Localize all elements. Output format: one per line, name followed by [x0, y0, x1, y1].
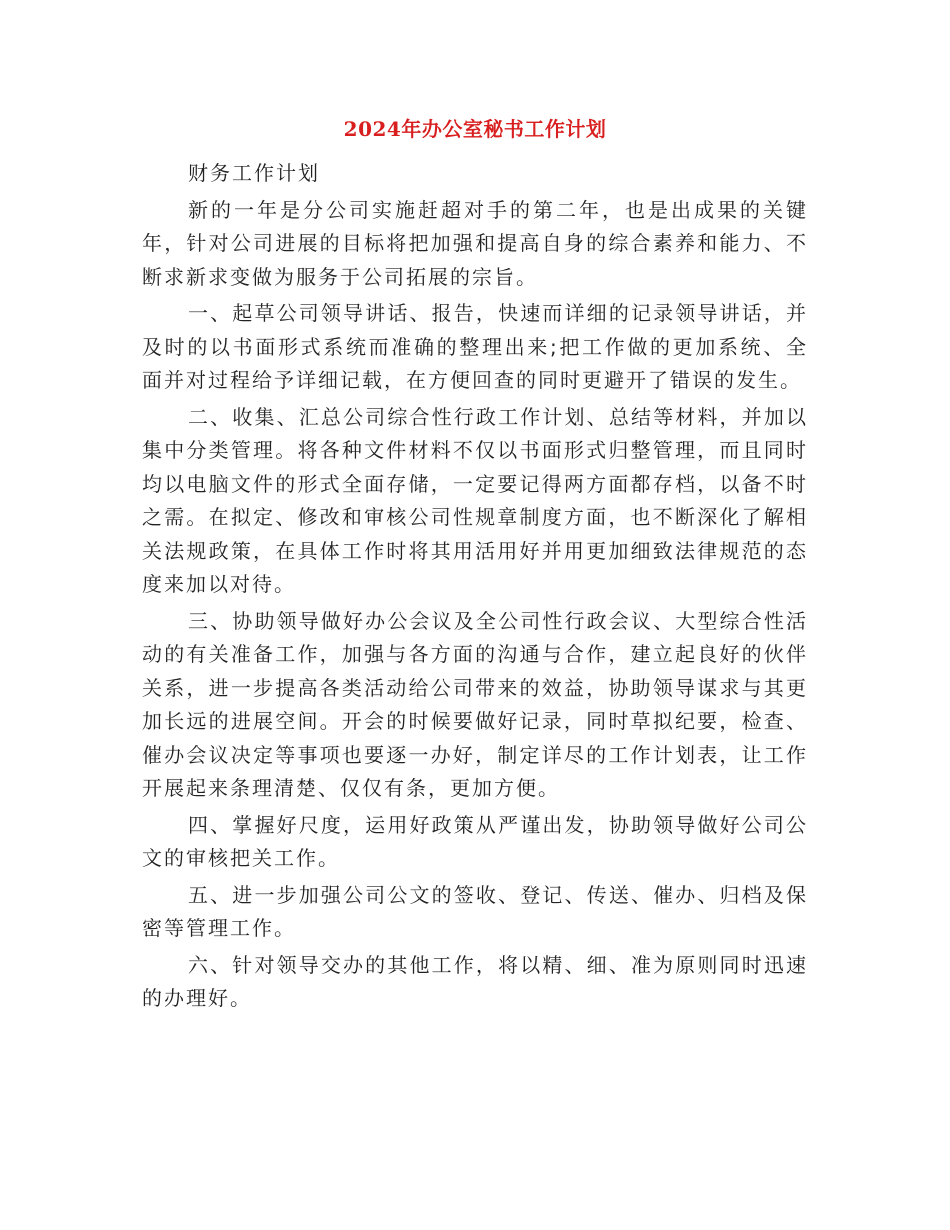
document-title: 2024年办公室秘书工作计划 — [343, 117, 607, 141]
paragraph-item-2: 二、收集、汇总公司综合性行政工作计划、总结等材料，并加以集中分类管理。将各种文件材料不仅以书面形式归整管理，而且同时均以电脑文件的形式全面存储，一定要记得两方面都存档，以备不时之需。在拟定、修改和审核公司性规章制度方面，也不断深化了解相关法规政策，在具体工作时将其用活用好并用更加细致法律规范的态度来加以对待。 — [142, 404, 808, 596]
paragraph-item-4: 四、掌握好尺度，运用好政策从严谨出发，协助领导做好公司公文的审核把关工作。 — [142, 812, 808, 870]
document-body — [142, 157, 808, 1019]
paragraph-item-5: 五、进一步加强公司公文的签收、登记、传送、催办、归档及保密等管理工作。 — [142, 882, 808, 940]
paragraph-heading: 财务工作计划 — [188, 161, 320, 185]
paragraph-item-1: 一、起草公司领导讲话、报告，快速而详细的记录领导讲话，并及时的以书面形式系统而准确的整理出来;把工作做的更加系统、全面并对过程给予详细记载，在方便回查的同时更避开了错误的发生。 — [142, 301, 808, 392]
paragraph-intro: 新的一年是分公司实施赶超对手的第二年，也是出成果的关键年，针对公司进展的目标将把加强和提高自身的综合素养和能力、不断求新求变做为服务于公司拓展的宗旨。 — [142, 197, 808, 289]
paragraph-item-3: 三、协助领导做好办公会议及全公司性行政会议、大型综合性活动的有关准备工作，加强与各方面的沟通与合作，建立起良好的伙伴关系，进一步提高各类活动给公司带来的效益，协助领导谋求与其更加长远的进展空间。开会的时候要做好记录，同时草拟纪要，检查、催办会议决定等事项也要逐一办好，制定详尽的工作计划表，让工作开展起来条理清楚、仅仅有条，更加方便。 — [142, 608, 808, 800]
paragraph-item-6: 六、针对领导交办的其他工作，将以精、细、准为原则同时迅速的办理好。 — [142, 952, 808, 1010]
